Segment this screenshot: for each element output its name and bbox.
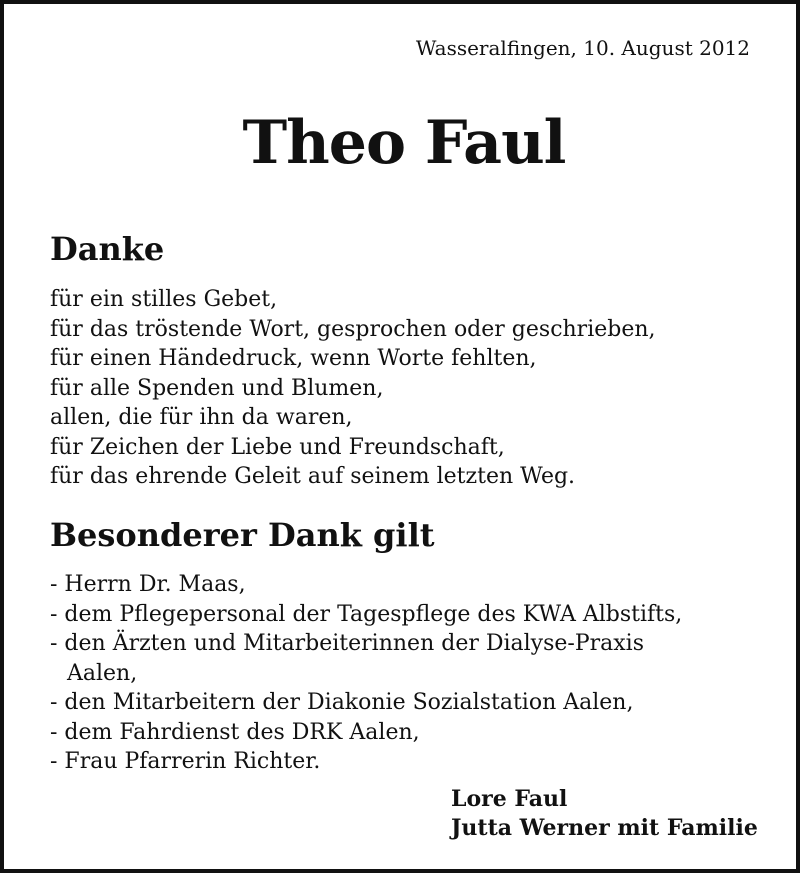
special-thanks-continuation: Aalen,	[67, 660, 138, 686]
special-thanks-text: - dem Pflegepersonal der Tagespflege des KWA Albstifts,	[50, 601, 683, 627]
special-thanks-text: - dem Fahrdienst des DRK Aalen,	[50, 719, 420, 745]
signatory-name: Lore Faul	[451, 786, 568, 812]
special-thanks-text: - Frau Pfarrerin Richter.	[50, 749, 321, 774]
special-thanks-text: - den Ärzten und Mitarbeiterinnen der Dialyse-Praxis	[50, 631, 645, 656]
special-thanks-item	[50, 600, 682, 630]
place-date: Wasseralfingen, 10. August 2012	[415, 36, 750, 60]
special-thanks-item	[50, 747, 682, 777]
thanks-line: für einen Händedruck, wenn Worte fehlten,	[50, 346, 537, 371]
special-thanks-item	[50, 629, 682, 688]
thanks-line: für ein stilles Gebet,	[50, 287, 278, 312]
thanks-list	[50, 285, 656, 492]
special-thanks-text: - den Mitarbeitern der Diakonie Sozialstation Aalen,	[50, 690, 634, 715]
special-thanks-text: - Herrn Dr. Maas,	[50, 572, 246, 597]
thanks-line: für Zeichen der Liebe und Freundschaft,	[50, 434, 505, 460]
thanks-line: für das tröstende Wort, gesprochen oder geschrieben,	[50, 316, 656, 342]
special-thanks-item	[50, 688, 682, 718]
thanks-line: allen, die für ihn da waren,	[50, 405, 353, 430]
special-thanks-heading: Besonderer Dank gilt	[50, 516, 435, 554]
thanks-line: für alle Spenden und Blumen,	[50, 375, 384, 401]
deceased-name: Theo Faul	[242, 108, 566, 178]
signature-block	[451, 785, 758, 843]
thanks-line: für das ehrende Geleit auf seinem letzten Weg.	[50, 464, 576, 489]
signatory-name: Jutta Werner mit Familie	[451, 815, 758, 841]
thanks-heading: Danke	[50, 230, 165, 268]
special-thanks-list	[50, 570, 682, 777]
special-thanks-item	[50, 718, 682, 748]
special-thanks-item	[50, 570, 682, 600]
